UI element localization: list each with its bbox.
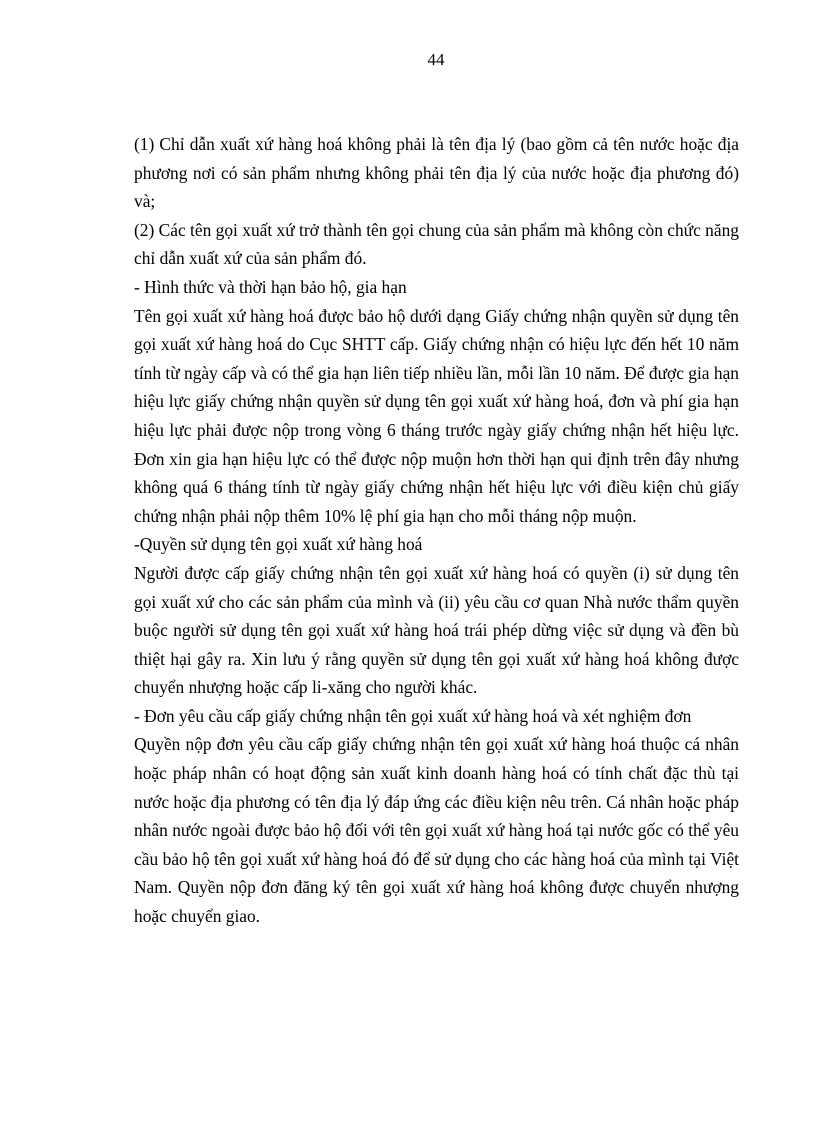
paragraph-protection-term: Tên gọi xuất xứ hàng hoá được bảo hộ dưới dạng Giấy chứng nhận quyền sử dụng tên gọi xuất xứ hàng hoá do Cục SHTT cấp. Giấy chứng nhận có hiệu lực đến hết 10 năm tính từ ngày cấp và có thể gia hạn liên tiếp nhiều lần, mỗi lần 10 năm. Để được gia hạn hiệu lực giấy chứng nhận quyền sử dụng tên gọi xuất xứ hàng hoá, đơn và phí gia hạn hiệu lực phải được nộp trong vòng 6 tháng trước ngày giấy chứng nhận hết hiệu lực. Đơn xin gia hạn hiệu lực có thể được nộp muộn hơn thời hạn qui định trên đây nhưng không quá 6 tháng tính từ ngày giấy chứng nhận hết hiệu lực với điều kiện chủ giấy chứng nhận phải nộp thêm 10% lệ phí gia hạn cho mỗi tháng nộp muộn. bbox=[134, 305, 739, 526]
paragraph-application: Quyền nộp đơn yêu cầu cấp giấy chứng nhận tên gọi xuất xứ hàng hoá thuộc cá nhân hoặc pháp nhân có hoạt động sản xuất kinh doanh hàng hoá có tính chất đặc thù tại nước hoặc địa phương có tên địa lý đáp ứng các điều kiện nêu trên. Cá nhân hoặc pháp nhân nước ngoài được bảo hộ đối với tên gọi xuất xứ hàng hoá tại nước gốc có thể yêu cầu bảo hộ tên gọi xuất xứ hàng hoá đó để sử dụng cho các hàng hoá của mình tại Việt Nam. Quyền nộp đơn đăng ký tên gọi xuất xứ hàng hoá không được chuyển nhượng hoặc chuyển giao. bbox=[134, 734, 739, 927]
heading-usage-rights: -Quyền sử dụng tên gọi xuất xứ hàng hoá bbox=[134, 534, 423, 555]
paragraph-usage-rights: Người được cấp giấy chứng nhận tên gọi xuất xứ hàng hoá có quyền (i) sử dụng tên gọi xuất xứ cho các sản phẩm của mình và (ii) yêu cầu cơ quan Nhà nước thẩm quyền buộc người sử dụng tên gọi xuất xứ hàng hoá trái phép dừng việc sử dụng và đền bù thiệt hại gây ra. Xin lưu ý rằng quyền sử dụng tên gọi xuất xứ hàng hoá không được chuyển nhượng hoặc cấp li-xăng cho người khác. bbox=[134, 562, 739, 698]
page-body bbox=[134, 130, 739, 931]
heading-protection-term: - Hình thức và thời hạn bảo hộ, gia hạn bbox=[134, 276, 407, 297]
page-number: 44 bbox=[427, 50, 445, 69]
heading-application: - Đơn yêu cầu cấp giấy chứng nhận tên gọi xuất xứ hàng hoá và xét nghiệm đơn bbox=[134, 705, 692, 726]
paragraph-exclusion-2: (2) Các tên gọi xuất xứ trở thành tên gọi chung của sản phẩm mà không còn chức năng chỉ dẫn xuất xứ của sản phẩm đó. bbox=[134, 219, 739, 269]
paragraph-exclusion-1: (1) Chỉ dẫn xuất xứ hàng hoá không phải là tên địa lý (bao gồm cả tên nước hoặc địa phương nơi có sản phẩm nhưng không phải tên địa lý của nước hoặc địa phương đó) và; bbox=[134, 134, 739, 212]
